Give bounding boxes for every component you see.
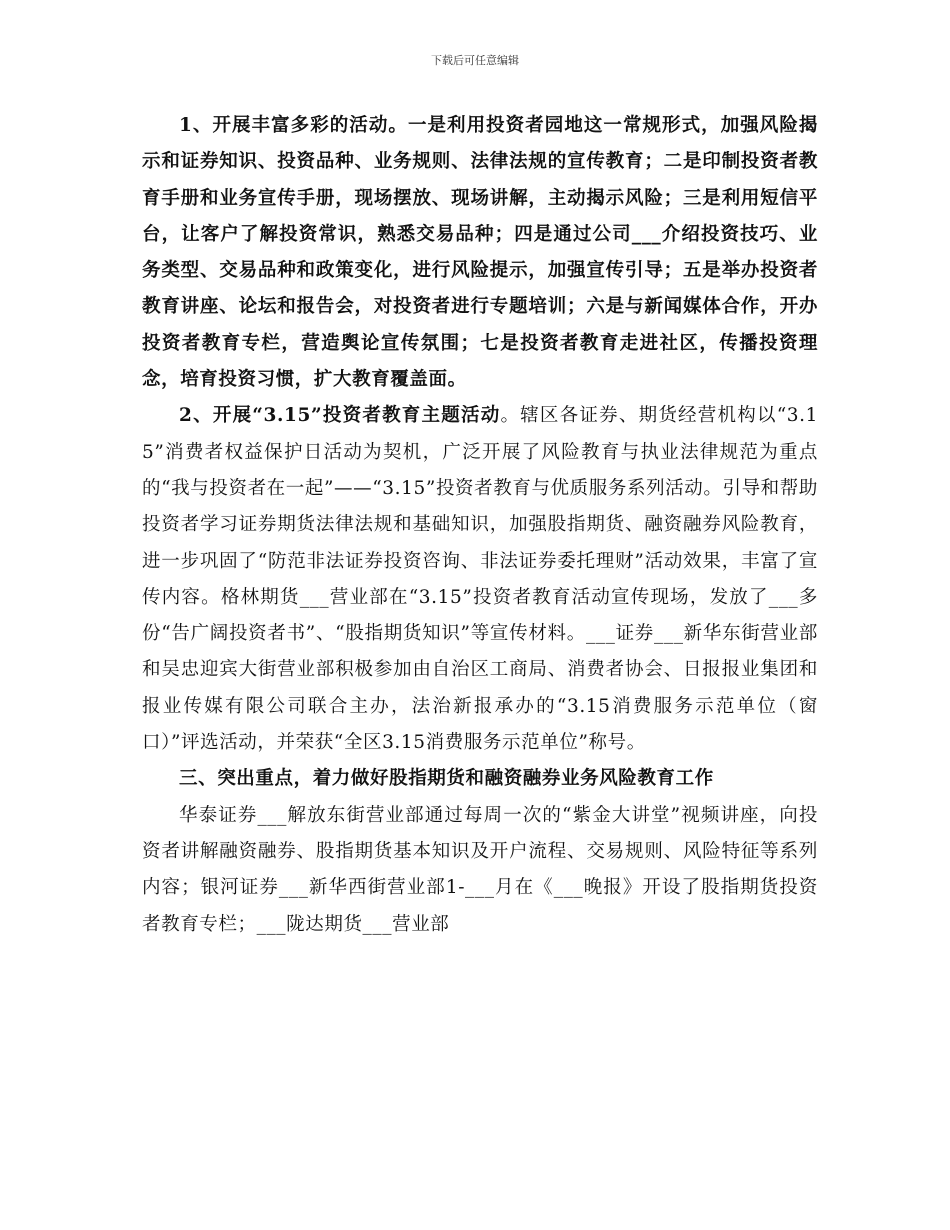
page-header: 下载后可任意编辑 bbox=[431, 54, 519, 67]
paragraph-risk-education bbox=[142, 798, 818, 943]
paragraph-315-activity bbox=[142, 398, 818, 761]
paragraph-text: 1、开展丰富多彩的活动。一是利用投资者园地这一常规形式，加强风险揭示和证券知识、投资品种、业务规则、法律法规的宣传教育；二是印制投资者教育手册和业务宣传手册，现场摆放、现场讲解，主动揭示风险；三是利用短信平台，让客户了解投资常识，熟悉交易品种；四是通过公司___介绍投资技巧、业务类型、交易品种和政策变化，进行风险提示，加强宣传引导；五是举办投资者教育讲座、论坛和报告会，对投资者进行专题培训；六是与新闻媒体合作，开办投资者教育专栏，营造舆论宣传氛围；七是投资者教育走进社区，传播投资理念，培育投资习惯，扩大教育覆盖面。 bbox=[142, 115, 818, 391]
document-body bbox=[142, 108, 818, 943]
section-heading bbox=[142, 761, 818, 797]
section-heading-text: 三、突出重点，着力做好股指期货和融资融券业务风险教育工作 bbox=[179, 768, 714, 790]
paragraph-lead: 2、开展“3.15”投资者教育主题活动 bbox=[179, 405, 501, 427]
paragraph-text: 。辖区各证券、期货经营机构以“3.15”消费者权益保护日活动为契机，广泛开展了风险教育与执业法律规范为重点的“我与投资者在一起”——“3.15”投资者教育与优质服务系列活动。引导和帮助投资者学习证券期货法律法规和基础知识，加强股指期货、融资融券风险教育，进一步巩固了“防范非法证券投资咨询、非法证券委托理财”活动效果，丰富了宣传内容。格林期货___营业部在“3.15”投资者教育活动宣传现场，发放了___多份“告广阔投资者书”、“股指期货知识”等宣传材料。___证券___新华东街营业部和吴忠迎宾大街营业部积极参加由自治区工商局、消费者协会、日报报业集团和报业传媒有限公司联合主办，法治新报承办的“3.15消费服务示范单位（窗口）”评选活动，并荣获“全区3.15消费服务示范单位”称号。 bbox=[142, 405, 818, 754]
paragraph-text: 华泰证券___解放东街营业部通过每周一次的“紫金大讲堂”视频讲座，向投资者讲解融资融券、股指期货基本知识及开户流程、交易规则、风险特征等系列内容；银河证券___新华西街营业部1-___月在《___晚报》开设了股指期货投资者教育专栏；___陇达期货___营业部 bbox=[142, 804, 818, 935]
paragraph-activities bbox=[142, 108, 818, 398]
